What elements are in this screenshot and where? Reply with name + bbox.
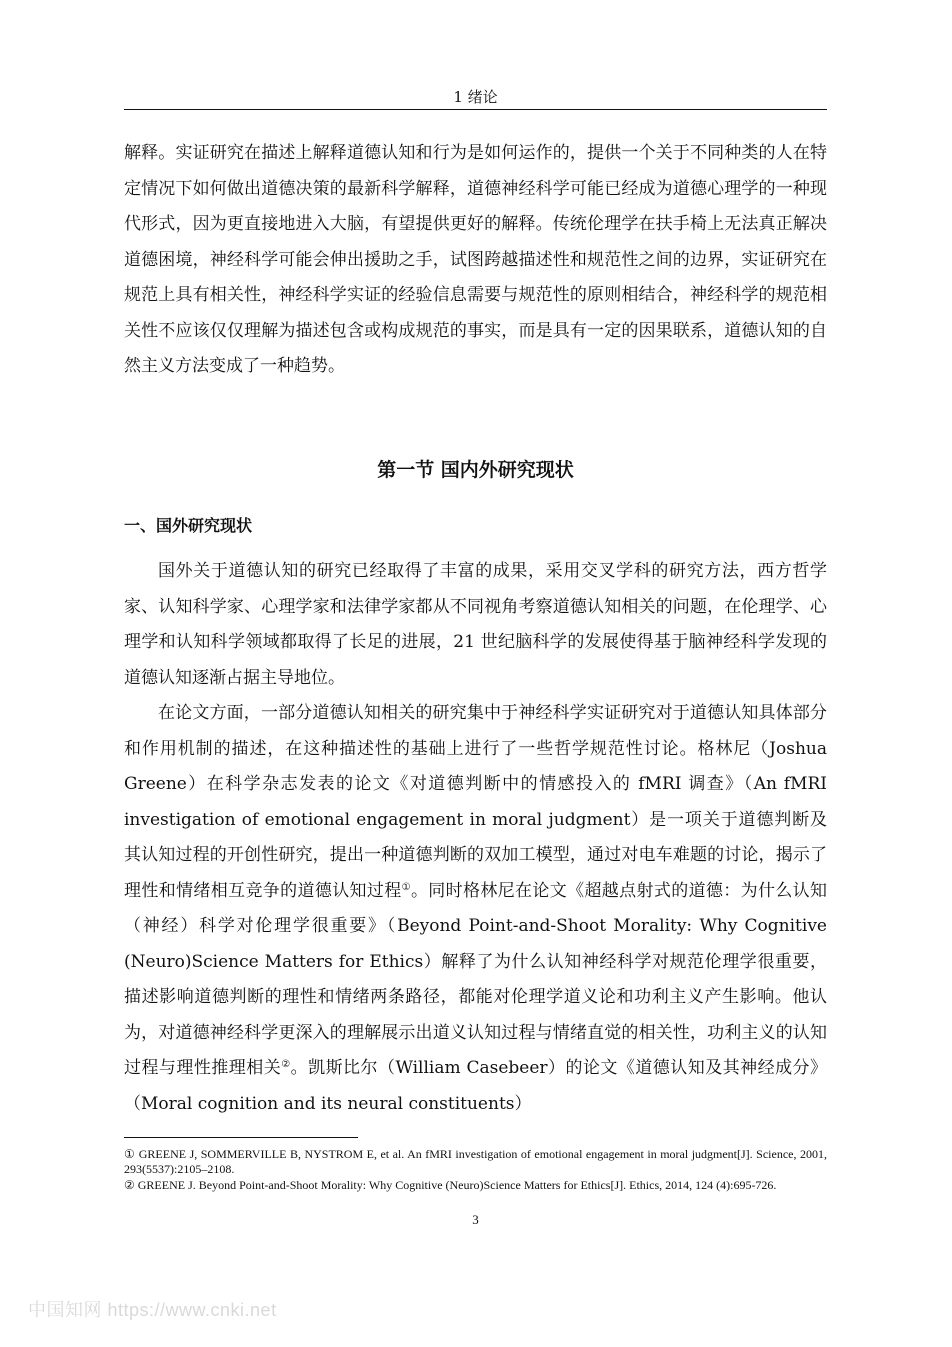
intro-paragraph-block	[124, 136, 827, 385]
header-rule	[124, 109, 827, 110]
footnote-ref-1[interactable]: ①	[401, 881, 411, 893]
footnote-rule	[124, 1137, 358, 1138]
page-number: 3	[472, 1212, 479, 1227]
paragraph-3-part-3: 。凯斯比尔（William Casebeer）的论文《道德认知及其神经成分》（Moral cognition and its neural constituents）	[124, 1058, 828, 1114]
footnote-2: ② GREENE J. Beyond Point-and-Shoot Morality: Why Cognitive (Neuro)Science Matters for Ethics[J]. Ethics, 2014, 124 (4):695-726.	[124, 1178, 777, 1192]
paragraph-3	[124, 696, 827, 1122]
paragraph-3-part-2: 。同时格林尼在论文《超越点射式的道德：为什么认知（神经）科学对伦理学很重要》（Beyond Point-and-Shoot Morality: Why Cognitive (Neuro)Science Matters for Ethics）解释了为什么认知神经科学对规范伦理学很重要，描述影响道德判断的理性和情绪两条路径，都能对伦理学道义论和功利主义产生影响。他认为，对道德神经科学更深入的理解展示出道义认知过程与情绪直觉的相关性，功利主义的认知过程与理性推理相关	[124, 880, 828, 1078]
footnotes	[124, 1147, 827, 1195]
footnote-1: ① GREENE J, SOMMERVILLE B, NYSTROM E, et al. An fMRI investigation of emotional engagement in moral judgment[J]. Science, 2001, 293(5537):2105–2108.	[124, 1147, 827, 1176]
running-header: 1 绪论	[453, 88, 498, 106]
main-text-block	[124, 554, 827, 1122]
footnote-ref-2[interactable]: ②	[281, 1059, 291, 1070]
section-title: 第一节 国内外研究现状	[377, 459, 574, 481]
cnki-watermark: 中国知网 https://www.cnki.net	[28, 1300, 277, 1320]
intro-paragraph: 解释。实证研究在描述上解释道德认知和行为是如何运作的，提供一个关于不同种类的人在特定情况下如何做出道德决策的最新科学解释，道德神经科学可能已经成为道德心理学的一种现代形式，因为更直接地进入大脑，有望提供更好的解释。传统伦理学在扶手椅上无法真正解决道德困境，神经科学可能会伸出援助之手，试图跨越描述性和规范性之间的边界，实证研究在规范上具有相关性，神经科学实证的经验信息需要与规范性的原则相结合，神经科学的规范相关性不应该仅仅理解为描述包含或构成规范的事实，而是具有一定的因果联系，道德认知的自然主义方法变成了一种趋势。	[124, 143, 827, 376]
paragraph-3-part-1: 在论文方面，一部分道德认知相关的研究集中于神经科学实证研究对于道德认知具体部分和作用机制的描述，在这种描述性的基础上进行了一些哲学规范性讨论。格林尼（Joshua Greene）在科学杂志发表的论文《对道德判断中的情感投入的 fMRI 调查》（An fMRI investigation of emotional engagement in moral judgment）是一项关于道德判断及其认知过程的开创性研究，提出一种道德判断的双加工模型，通过对电车难题的讨论，揭示了理性和情绪相互竞争的道德认知过程	[124, 703, 827, 901]
paragraph-2: 国外关于道德认知的研究已经取得了丰富的成果，采用交叉学科的研究方法，西方哲学家、认知科学家、心理学家和法律学家都从不同视角考察道德认知相关的问题，在伦理学、心理学和认知科学领域都取得了长足的进展，21 世纪脑科学的发展使得基于脑神经科学发现的道德认知逐渐占据主导地位。	[124, 561, 827, 688]
subsection-title: 一、国外研究现状	[124, 516, 253, 535]
